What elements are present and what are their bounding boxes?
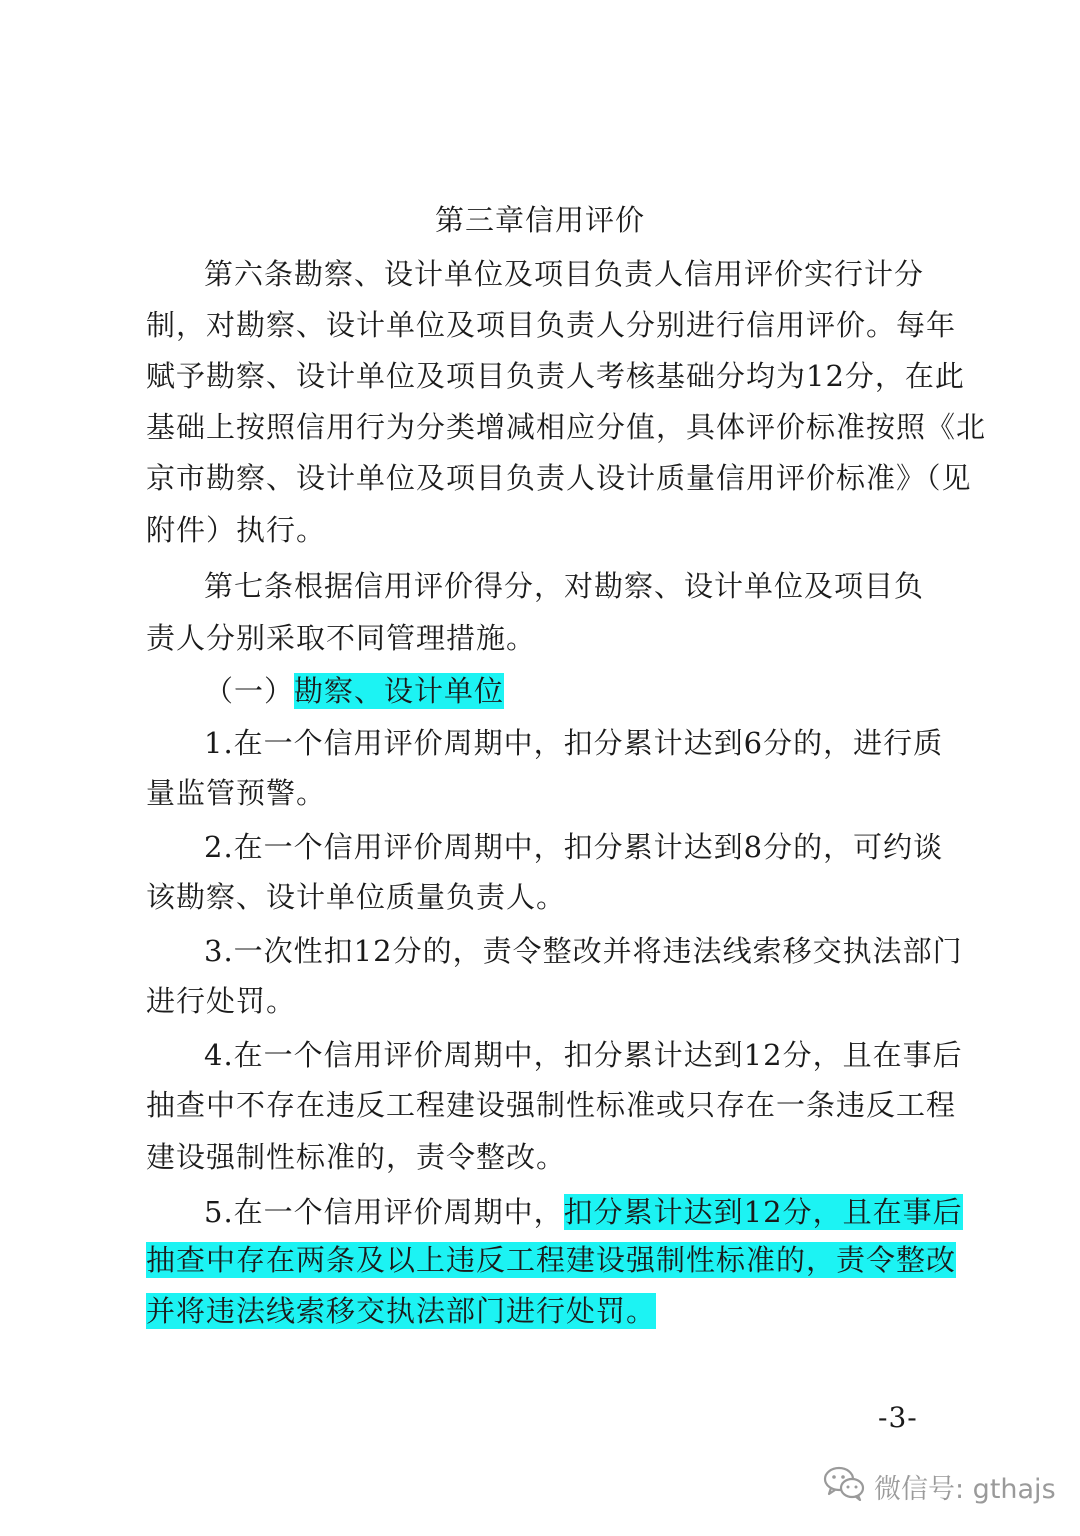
article6-line5: 京市勘察、设计单位及项目负责人设计质量信用评价标准》（见 <box>146 461 972 495</box>
section1-heading-highlight: 勘察、设计单位 <box>294 674 505 708</box>
article7-line2: 责人分别采取不同管理措施。 <box>146 621 537 655</box>
article6-line6: 附件）执行。 <box>146 513 327 547</box>
item5-line1-highlight: 扣分累计达到12分，且在事后 <box>563 1195 963 1229</box>
article7-line1: 第七条根据信用评价得分，对勘察、设计单位及项目负 <box>204 569 925 603</box>
item2-line2: 该勘察、设计单位质量负责人。 <box>146 880 567 914</box>
item3-line1: 3.一次性扣12分的，责令整改并将违法线索移交执法部门 <box>204 934 963 968</box>
item4-line2: 抽查中不存在违反工程建设强制性标准或只存在一条违反工程 <box>146 1088 957 1122</box>
watermark-text: 微信号: gthajs <box>874 1473 1056 1505</box>
item4-line3: 建设强制性标准的，责令整改。 <box>146 1140 567 1174</box>
section1-prefix: （一） <box>204 674 295 708</box>
item3-line2: 进行处罚。 <box>146 984 297 1018</box>
item5-line3 <box>146 1291 656 1331</box>
item5-line3-highlight: 并将违法线索移交执法部门进行处罚。 <box>146 1294 657 1328</box>
item4-line1: 4.在一个信用评价周期中，扣分累计达到12分，且在事后 <box>204 1038 963 1072</box>
article6-line1: 第六条勘察、设计单位及项目负责人信用评价实行计分 <box>204 257 925 291</box>
section1-heading-line <box>204 671 504 711</box>
item5-line1-plain: 5.在一个信用评价周期中， <box>204 1195 564 1229</box>
page-number: -3- <box>878 1401 918 1434</box>
wechat-watermark <box>822 1466 1056 1506</box>
item1-line2: 量监管预警。 <box>146 776 327 810</box>
article6-line4: 基础上按照信用行为分类增减相应分值，具体评价标准按照《北 <box>146 410 987 444</box>
item5-line1 <box>204 1192 963 1232</box>
wechat-icon <box>822 1465 866 1508</box>
article6-line2: 制，对勘察、设计单位及项目负责人分别进行信用评价。每年 <box>146 308 957 342</box>
chapter-title: 第三章信用评价 <box>434 203 645 237</box>
article6-line3: 赋予勘察、设计单位及项目负责人考核基础分均为12分，在此 <box>146 359 965 393</box>
item5-line2 <box>146 1240 956 1280</box>
item1-line1: 1.在一个信用评价周期中，扣分累计达到6分的，进行质 <box>204 726 944 760</box>
item5-line2-highlight: 抽查中存在两条及以上违反工程建设强制性标准的，责令整改 <box>146 1243 957 1277</box>
item2-line1: 2.在一个信用评价周期中，扣分累计达到8分的，可约谈 <box>204 830 944 864</box>
